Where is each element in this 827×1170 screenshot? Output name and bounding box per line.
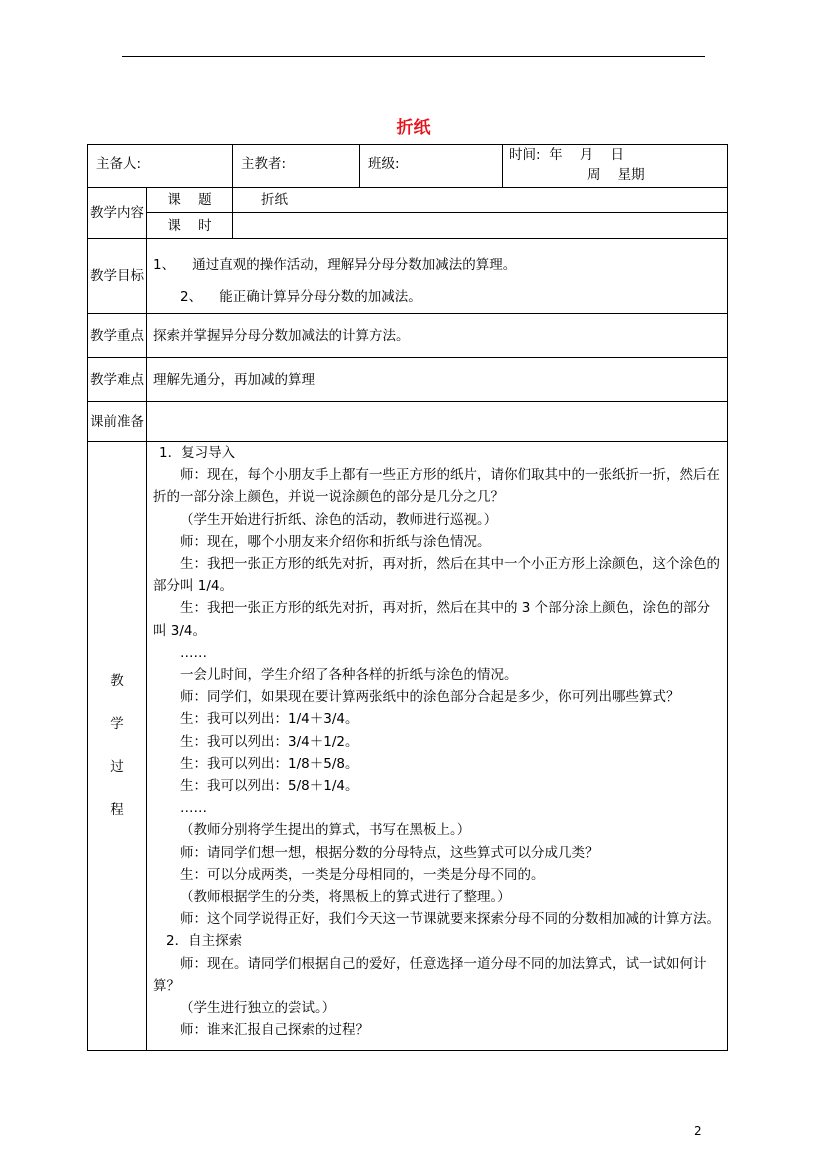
process-content — [147, 442, 728, 1051]
time-line-2: 周 星期 — [587, 167, 645, 183]
process-paragraph: 生：我把一张正方形的纸先对折，再对折，然后在其中一个小正方形上涂颜色，这个涂色的部分叫 1/4。 — [153, 556, 720, 595]
process-paragraph: 生：我可以列出：1/8＋5/8。 — [180, 755, 359, 772]
hours-value — [233, 213, 728, 239]
preparer-cell — [88, 145, 233, 188]
goals-row — [88, 239, 728, 314]
process-paragraph: 生：我可以列出：1/4＋3/4。 — [180, 711, 359, 728]
process-paragraph: （教师分别将学生提出的算式，书写在黑板上。） — [180, 822, 471, 839]
goals-cell — [147, 239, 728, 314]
preparation-label: 课前准备 — [88, 402, 147, 442]
process-paragraph: 师：这个同学说得正好，我们今天这一节课就要来探索分母不同的分数相加减的计算方法。 — [180, 911, 720, 928]
difficulty-row — [88, 358, 728, 402]
process-paragraph: …… — [180, 800, 207, 817]
preparation-text — [147, 402, 728, 442]
hours-label: 课 时 — [147, 213, 233, 239]
header-row — [88, 145, 728, 188]
time-cell — [503, 145, 728, 188]
section-heading: 2．自主探索 — [166, 933, 243, 950]
class-cell — [360, 145, 503, 188]
process-paragraph: 一会儿时间，学生介绍了各种各样的折纸与涂色的情况。 — [180, 667, 518, 684]
preparer-label: 主备人: — [96, 156, 142, 172]
process-paragraph: 生：我把一张正方形的纸先对折，再对折，然后在其中的 3 个部分涂上颜色，涂色的部分叫 3/4。 — [153, 600, 711, 639]
process-paragraph: （学生进行独立的尝试。） — [180, 1000, 336, 1017]
process-paragraph: 师：请同学们想一想，根据分数的分母特点，这些算式可以分成几类？ — [180, 844, 599, 861]
goals-label: 教学目标 — [88, 239, 147, 314]
teacher-label: 主教者: — [241, 156, 287, 172]
process-paragraph: （学生开始进行折纸、涂色的活动，教师进行巡视。） — [180, 511, 498, 528]
class-label: 班级: — [368, 156, 400, 172]
process-label-char: 教 — [110, 673, 124, 689]
preparation-row — [88, 402, 728, 442]
key-point-label: 教学重点 — [88, 314, 147, 358]
process-paragraph: …… — [180, 644, 207, 661]
hours-row — [88, 213, 728, 239]
topic-row — [88, 188, 728, 213]
topic-value: 折纸 — [233, 188, 728, 213]
goal-item: 1、 通过直观的操作活动，理解异分母分数加减法的算理。 — [153, 257, 517, 273]
header-rule — [122, 56, 705, 57]
process-label-char: 学 — [110, 716, 124, 732]
key-point-row — [88, 314, 728, 358]
process-paragraph: （教师根据学生的分类，将黑板上的算式进行了整理。） — [180, 889, 511, 906]
process-label — [88, 442, 147, 1051]
page-number: 2 — [694, 1124, 702, 1138]
process-paragraph: 师：现在。请同学们根据自己的爱好，任意选择一道分母不同的加法算式，试一试如何计算？ — [153, 955, 707, 994]
process-paragraph: 生：可以分成两类，一类是分母相同的，一类是分母不同的。 — [180, 866, 545, 883]
process-label-char: 过 — [110, 759, 124, 775]
goal-item: 2、 能正确计算异分母分数的加减法。 — [180, 289, 422, 305]
section-heading: 1．复习导入 — [159, 445, 236, 461]
time-line-1: 时间: 年 月 日 — [509, 147, 624, 163]
difficulty-label: 教学难点 — [88, 358, 147, 402]
process-paragraph: 师：谁来汇报自己探索的过程？ — [180, 1022, 369, 1039]
process-paragraph: 师：同学们，如果现在要计算两张纸中的涂色部分合起是多少，你可列出哪些算式？ — [180, 689, 680, 706]
topic-label: 课 题 — [147, 188, 233, 213]
process-paragraph: 生：我可以列出：5/8＋1/4。 — [180, 778, 359, 795]
difficulty-text: 理解先通分，再加减的算理 — [147, 358, 728, 402]
lesson-plan-table — [87, 144, 728, 1051]
process-paragraph: 师：现在，每个小朋友手上都有一些正方形的纸片，请你们取其中的一张纸折一折，然后在折的一部分涂上颜色，并说一说涂颜色的部分是几分之几？ — [153, 467, 720, 506]
process-label-char: 程 — [110, 802, 124, 818]
process-paragraph: 生：我可以列出：3/4＋1/2。 — [180, 733, 359, 750]
content-label: 教学内容 — [88, 188, 147, 239]
process-paragraph: 师：现在，哪个小朋友来介绍你和折纸与涂色情况。 — [180, 533, 491, 550]
page-title: 折纸 — [396, 118, 431, 138]
teacher-cell — [233, 145, 360, 188]
key-point-text: 探索并掌握异分母分数加减法的计算方法。 — [147, 314, 728, 358]
process-row — [88, 442, 728, 1051]
